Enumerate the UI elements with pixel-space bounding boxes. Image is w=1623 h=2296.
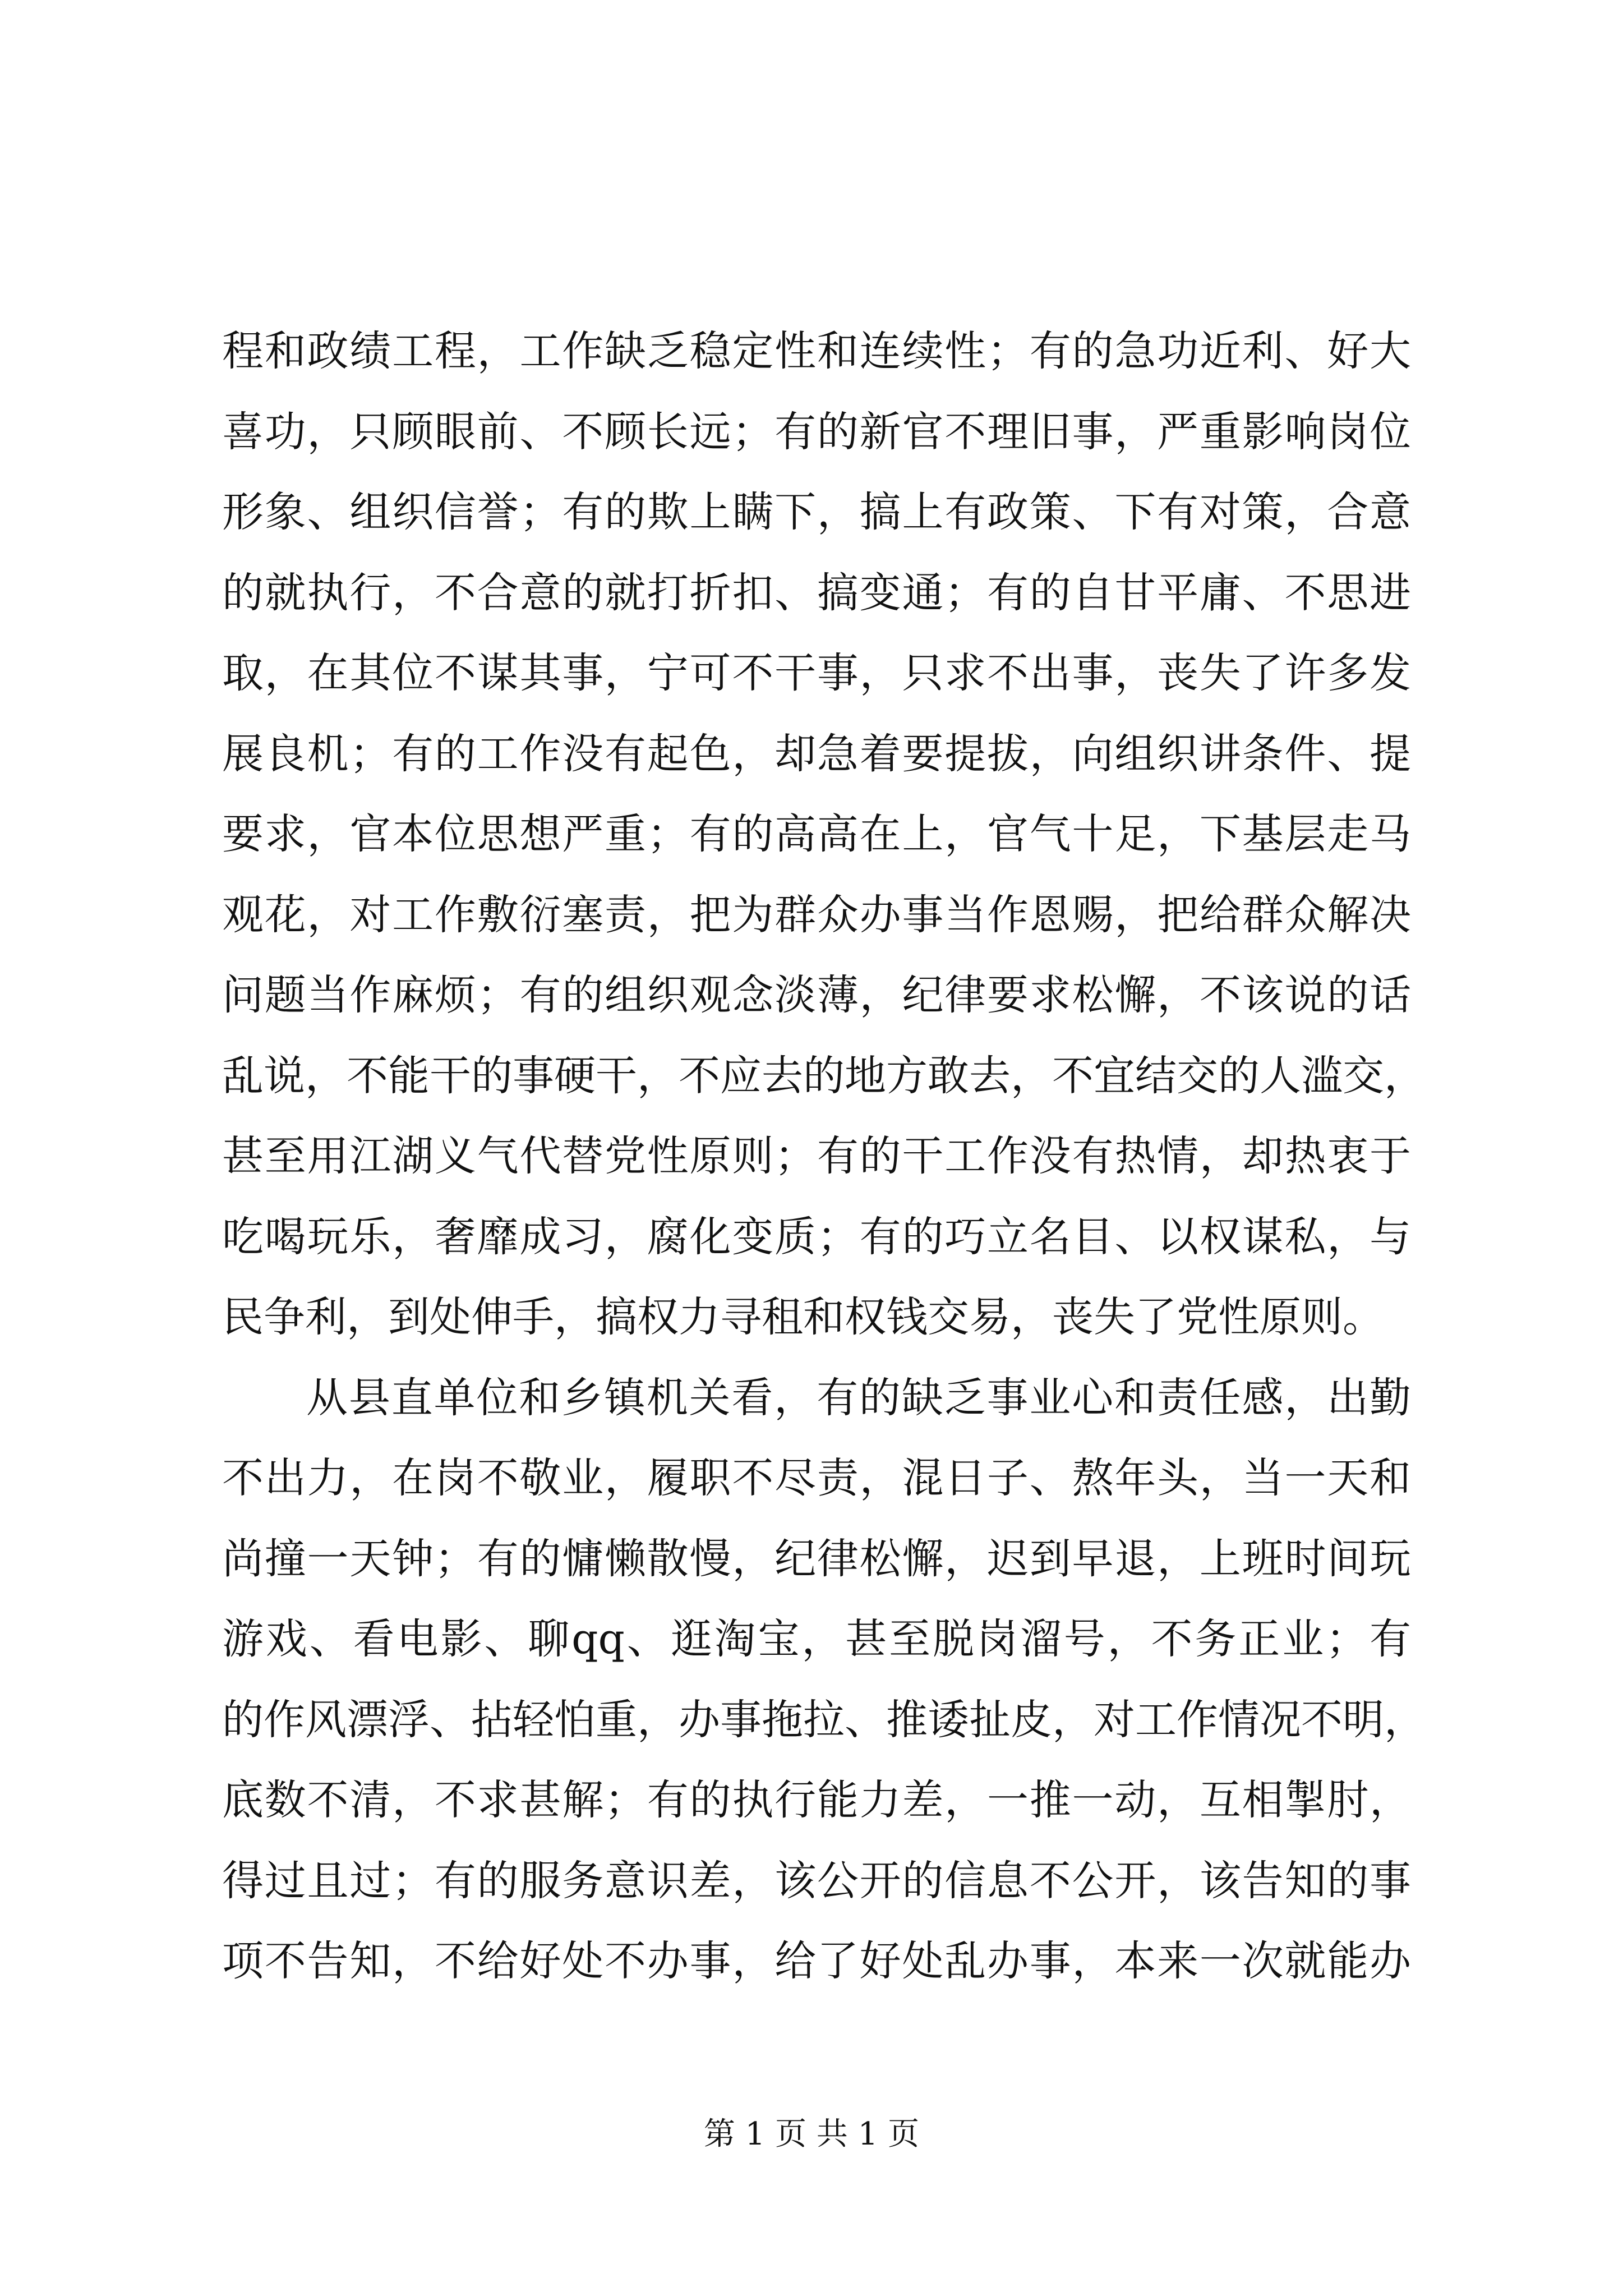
text-line: 游戏、看电影、聊qq、逛淘宝，甚至脱岗溜号，不务正业；有 bbox=[222, 1615, 1411, 1663]
text-line: 要求，官本位思想严重；有的高高在上，官气十足，下基层走马 bbox=[222, 810, 1411, 858]
text-line: 项不告知，不给好处不办事，给了好处乱办事，本来一次就能办 bbox=[222, 1937, 1411, 1985]
text-line: 得过且过；有的服务意识差，该公开的信息不公开，该告知的事 bbox=[222, 1856, 1411, 1905]
text-line: 不出力，在岗不敬业，履职不尽责，混日子、熬年头，当一天和 bbox=[222, 1454, 1411, 1502]
text-line: 展良机；有的工作没有起色，却急着要提拔，向组织讲条件、提 bbox=[222, 729, 1411, 778]
body-text bbox=[222, 311, 1426, 2002]
text-line: 吃喝玩乐，奢靡成习，腐化变质；有的巧立名目、以权谋私，与 bbox=[222, 1212, 1411, 1261]
text-line: 民争利，到处伸手，搞权力寻租和权钱交易，丧失了党性原则。 bbox=[222, 1293, 1384, 1341]
page-number-footer: 第 1 页 共 1 页 bbox=[703, 2116, 920, 2152]
text-line: 观花，对工作敷衍塞责，把为群众办事当作恩赐，把给群众解决 bbox=[222, 890, 1411, 939]
text-line: 乱说，不能干的事硬干，不应去的地方敢去，不宜结交的人滥交， bbox=[222, 1051, 1426, 1100]
text-line: 底数不清，不求甚解；有的执行能力差，一推一动，互相掣肘， bbox=[222, 1776, 1411, 1824]
text-line: 形象、组织信誉；有的欺上瞒下，搞上有政策、下有对策，合意 bbox=[222, 488, 1411, 536]
text-line: 问题当作麻烦；有的组织观念淡薄，纪律要求松懈，不该说的话 bbox=[222, 971, 1411, 1019]
text-line: 尚撞一天钟；有的慵懒散慢，纪律松懈，迟到早退，上班时间玩 bbox=[222, 1534, 1411, 1583]
text-line: 的就执行，不合意的就打折扣、搞变通；有的自甘平庸、不思进 bbox=[222, 568, 1411, 617]
text-line: 甚至用江湖义气代替党性原则；有的干工作没有热情，却热衷于 bbox=[222, 1132, 1411, 1180]
text-line: 喜功，只顾眼前、不顾长远；有的新官不理旧事，严重影响岗位 bbox=[222, 407, 1411, 456]
text-line: 取，在其位不谋其事，宁可不干事，只求不出事，丧失了许多发 bbox=[222, 649, 1411, 697]
text-line: 程和政绩工程，工作缺乏稳定性和连续性；有的急功近利、好大 bbox=[222, 327, 1411, 375]
text-line: 的作风漂浮、拈轻怕重，办事拖拉、推诿扯皮，对工作情况不明， bbox=[222, 1695, 1426, 1744]
paragraph-first-line: 从县直单位和乡镇机关看，有的缺乏事业心和责任感，出勤 bbox=[306, 1373, 1411, 1422]
